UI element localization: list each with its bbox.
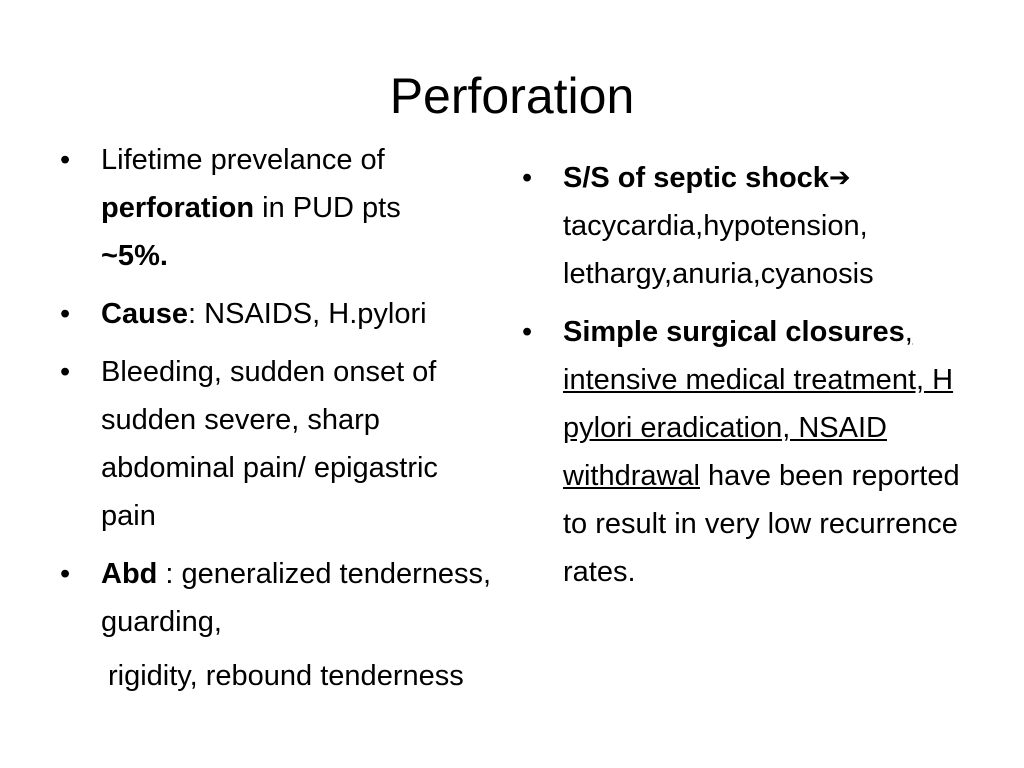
bullet-icon: • [522, 316, 533, 348]
bullet-item-cause [58, 290, 498, 338]
prevalence-rest: in PUD pts [254, 192, 401, 224]
bullet-item-bleeding [58, 348, 498, 540]
surgical-rest: have been reported to result in very low recurrence rates. [563, 460, 960, 588]
bullet-item-prevalence [58, 136, 498, 280]
surgical-term: Simple surgical closures [563, 316, 905, 348]
septic-shock-line3: lethargy,anuria,cyanosis [563, 258, 874, 290]
arrow-right-icon: ➔ [828, 162, 851, 192]
bullet-icon: • [60, 356, 71, 388]
continuation-paragraph [58, 652, 498, 700]
prevalence-line1: Lifetime prevelance of [101, 144, 385, 176]
bullet-item-septic-shock [520, 154, 960, 298]
bleeding-text: Bleeding, sudden onset of sudden severe, sharp abdominal pain/ epigastric pain [101, 356, 438, 532]
bullet-item-surgical [520, 308, 960, 596]
rigidity-text: rigidity, rebound tenderness [108, 660, 464, 692]
cause-text: : NSAIDS, H.pylori [188, 298, 427, 330]
left-column [58, 136, 498, 710]
bullet-icon: • [60, 144, 71, 176]
bullet-icon: • [60, 558, 71, 590]
bullet-icon: • [522, 162, 533, 194]
abd-text: : generalized tenderness, guarding, [101, 558, 492, 638]
bullet-icon: • [60, 298, 71, 330]
cause-term: Cause [101, 298, 189, 330]
treatment-underlined: , intensive medical treatment, H pylori eradication, NSAID withdrawal [563, 316, 954, 492]
septic-shock-line2: tacycardia,hypotension, [563, 210, 868, 242]
right-column [520, 154, 960, 606]
slide-title: Perforation [389, 68, 635, 124]
perforation-term: perforation [101, 192, 255, 224]
septic-shock-term: S/S of septic shock [563, 162, 829, 194]
bullet-item-abd [58, 550, 498, 646]
abd-term: Abd [101, 558, 158, 590]
prevalence-value: ~5%. [101, 240, 168, 272]
